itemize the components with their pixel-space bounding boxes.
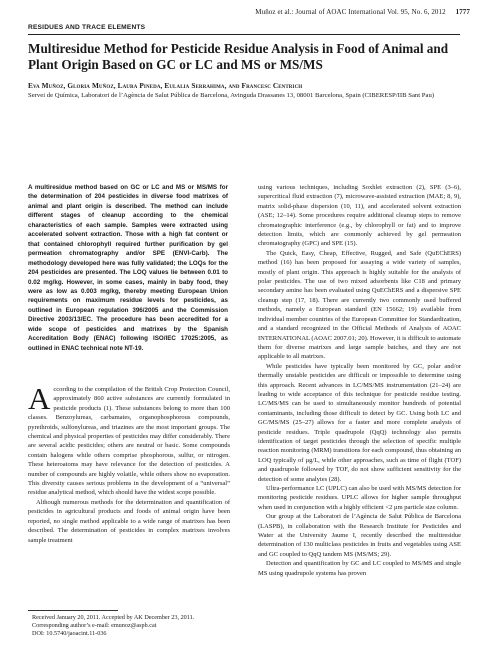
article-title: Multiresidue Method for Pesticide Residue Analysis in Food of Animal and Plant Origin Based on GC or LC and MS or MS/MS	[28, 41, 449, 72]
section-label: RESIDUES AND TRACE ELEMENTS	[28, 24, 146, 31]
footnote	[32, 614, 232, 639]
drop-cap: A	[28, 381, 51, 416]
running-head-text: Muñoz et al.: Journal of AOAC International Vol. 95, No. 6, 2012	[255, 8, 446, 16]
body-paragraph: Our group at the Laboratori de l’Agència de Salut Pública de Barcelona (LASPB), in collaboration with the Research Institute for Pesticides and Water at the University Jaume I, recently described the multiresidue determination of 130 multiclass pesticides in fruits and vegetables using ASE and GC coupled to QqQ tandem MS (MS/MS; 29).	[258, 513, 461, 558]
body-paragraph: Ultra-performance LC (UPLC) can also be used with MS/MS detection for monitoring pesticide residues. UPLC allows for higher sample throughput when used in conjunction with a highly efficient <2 µm particle size column.	[258, 485, 461, 511]
footnote-doi: DOI: 10.5740/jaoacint.11-036	[32, 630, 107, 638]
footnote-corresponding-author: Corresponding author’s e-mail: emunoz@aspb.cat	[32, 622, 157, 630]
body-paragraph: Detection and quantification by GC and LC coupled to MS/MS and single MS using quadrupole systems has proven	[258, 560, 461, 577]
body-paragraph: While pesticides have typically been monitored by GC, polar and/or thermally unstable pesticides are difficult or impossible to determine using this approach. Recent advances in LC/MS/MS instrumentation (21–24) are leading to wide acceptance of this technique for pesticide residue testing. LC/MS/MS can be used to simultaneously monitor hundreds of potential contaminants, including those difficult to detect by GC. Using both LC and GC/MS/MS (25–27) allows for a faster and more complete analysis of pesticide residues. Triple quadrupole (QqQ) technology also permits identification of target pesticides through the selection of specific multiple reaction monitoring (MRM) transitions for each compound, thus obtaining an LOQ typically of µg/L, while other approaches, such as time of flight (TOF) and quadrupole followed by TOF, do not show sufficient sensitivity for the detection of some analytes (28).	[258, 362, 461, 483]
footnote-received: Received January 20, 2011. Accepted by AK December 23, 2011.	[32, 614, 195, 621]
body-paragraph: Although numerous methods for the determination and quantification of pesticides in agricultural products and foods of animal origin have been reported, no single method applicable to a wide range of matrixes has been described. The determination of pesticides in complex matrixes involves sample treatment	[28, 498, 230, 544]
footnote-rule	[28, 610, 118, 611]
body-column-left	[28, 381, 230, 545]
affiliation: Servei de Química, Laboratori de l’Agència de Salut Pública de Barcelona, Avinguda Drassanes 13, 08001 Barcelona, Spain (CIBERESP/IIB Sant Pau)	[28, 92, 435, 99]
abstract: A multiresidue method based on GC or LC and MS or MS/MS for the determination of 204 pesticides in diverse food matrixes of animal and plant origin is described. The method can include different stages of cleanup according to the chemical characteristics of each sample. Samples were extracted using accelerated solvent extraction. Those with a high fat content or that contained chlorophyll required further purification by gel permeation chromatography and/or SPE (ENVI-Carb). The methodology developed here was fully validated; the LOQs for the 204 pesticides are presented. The LOQ values lie between 0.01 to 0.02 mg/kg. However, in some cases, mainly in baby food, they were as low as 0.003 mg/kg, thereby meeting European Union requirements on maximum residue levels for pesticides, as outlined in European regulation 396/2005 and the Commission Directive 2003/13/EC. The procedure has been accredited for a wide scope of pesticides and matrixes by the Spanish Accreditation Body (ENAC) following ISO/IEC 17025:2005, as outlined in ENAC technical note NT-19.	[28, 184, 228, 352]
page-number: 1777	[455, 8, 470, 16]
body-paragraph: using various techniques, including Soxhlet extraction (2), SPE (3–6), supercritical fluid extraction (7), microwave-assisted extraction (MAE; 8, 9), matrix solid-phase dispersion (10, 11), and accelerated solvent extraction (ASE; 12–14). Some procedures require additional cleanup steps to remove chromatographic interference (e.g., by chlorophyll or fat) and to improve detection limits, which are commonly achieved by gel permeation chromatography (GPC) and SPE (15).	[258, 184, 461, 248]
author-list: Eva Muñoz, Gloria Muñoz, Laura Pineda, Eulalia Serrahima, and Francesc Centrich	[28, 81, 303, 90]
section-rule	[28, 34, 460, 35]
body-paragraph: The Quick, Easy, Cheap, Effective, Rugged, and Safe (QuEChERS) method (16) has been proposed for assaying a wide variety of samples, mostly of plant origin. This approach is highly suitable for the analysis of polar pesticides. The use of two mixed adsorbents like C18 and primary secondary amine has been evaluated using QuEChERS and a dispersive SPE cleanup step (17, 18). There are currently two commonly used buffered methods, namely a European standard (EN 15662; 19) available from individual member countries of the European Committee for Standardization, and a standard recognized in the Official Methods of Analysis of AOAC INTERNATIONAL (AOAC 2007.01; 20). However, it is difficult to automate them for diverse matrixes and large sample batches, and they are not applicable to all matrixes.	[258, 249, 462, 361]
body-column-right	[258, 183, 461, 578]
intro-paragraph	[28, 381, 230, 498]
running-head	[255, 8, 470, 16]
intro-text: ccording to the compilation of the British Crop Protection Council, approximately 860 active substances are currently formulated in pesticide products (1). These substances belong to more than 100 classes. Benzoylureas, carbamates, organophosphorous compounds, pyrethroids, sulfonylureas, and triazines are the most important groups. The chemical and physical properties of pesticides may differ considerably. There are several acidic pesticides; others are neutral or basic. Some compounds contain halogens while others comprise phosphorous, sulfur, or nitrogen. These heteroatoms may have relevance for the detection of pesticides. A number of compounds are highly volatile, while others show no evaporation. This diversity causes serious problems in the development of a “universal” residue analytical method, which should have the widest scope possible.	[28, 386, 230, 497]
